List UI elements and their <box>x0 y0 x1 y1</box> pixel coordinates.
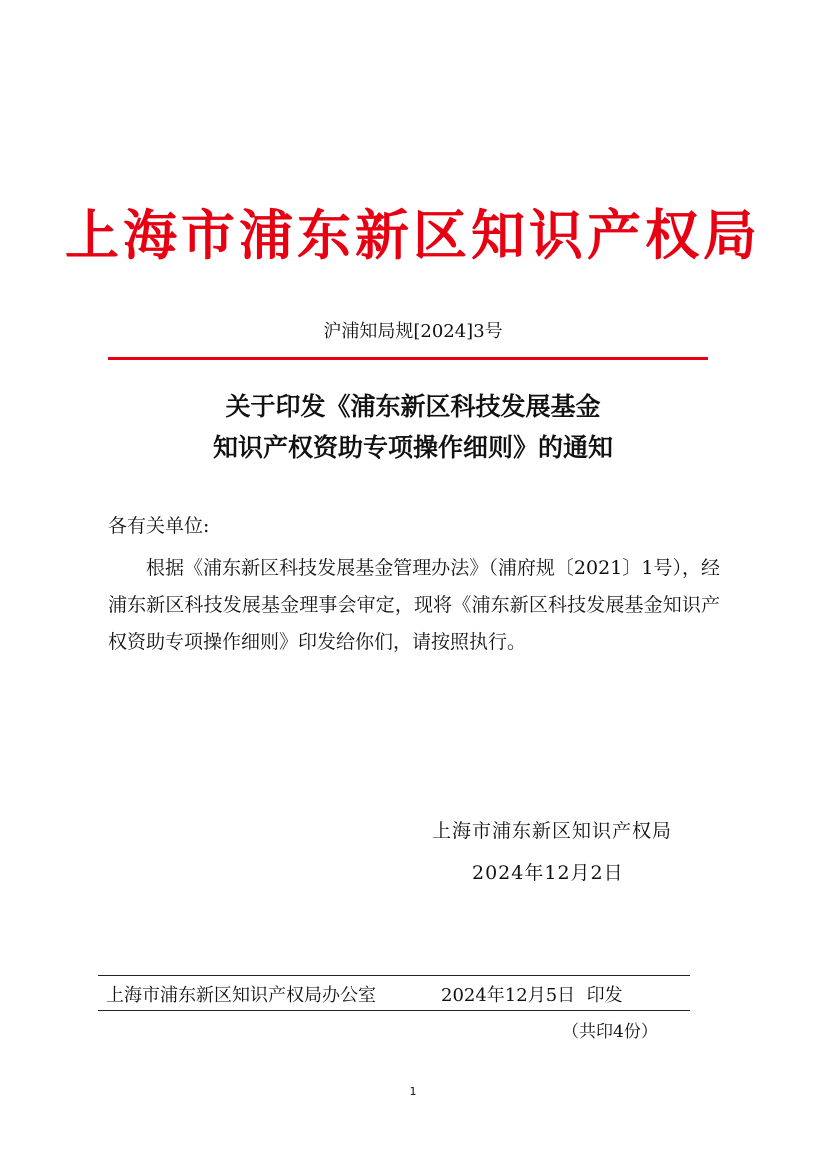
notice-title-line-2: 知识产权资助专项操作细则》的通知 <box>212 433 613 462</box>
footer-issue-date: 2024年12月5日 印发 <box>441 985 623 1006</box>
salutation: 各有关单位: <box>108 515 210 537</box>
red-divider <box>108 357 708 360</box>
footer-issuer: 上海市浦东新区知识产权局办公室 <box>106 985 376 1006</box>
signature-date: 2024年12月2日 <box>472 862 624 884</box>
page-number: 1 <box>409 1085 417 1098</box>
document-number: 沪浦知局规[2024]3号 <box>323 321 503 342</box>
copies-count: （共印4份） <box>562 1022 658 1042</box>
body-paragraph: 根据《浦东新区科技发展基金管理办法》（浦府规〔2021〕1号），经浦东新区科技发展基金理事会审定，现将《浦东新区科技发展基金知识产权资助专项操作细则》印发给你们，请按照执行。 <box>108 557 720 653</box>
signature-org: 上海市浦东新区知识产权局 <box>432 820 673 842</box>
notice-title-line-1: 关于印发《浦东新区科技发展基金 <box>225 392 601 421</box>
org-header-title: 上海市浦东新区知识产权局 <box>65 204 761 267</box>
footer-rule-top <box>98 975 690 976</box>
footer-rule-bottom <box>98 1010 690 1011</box>
